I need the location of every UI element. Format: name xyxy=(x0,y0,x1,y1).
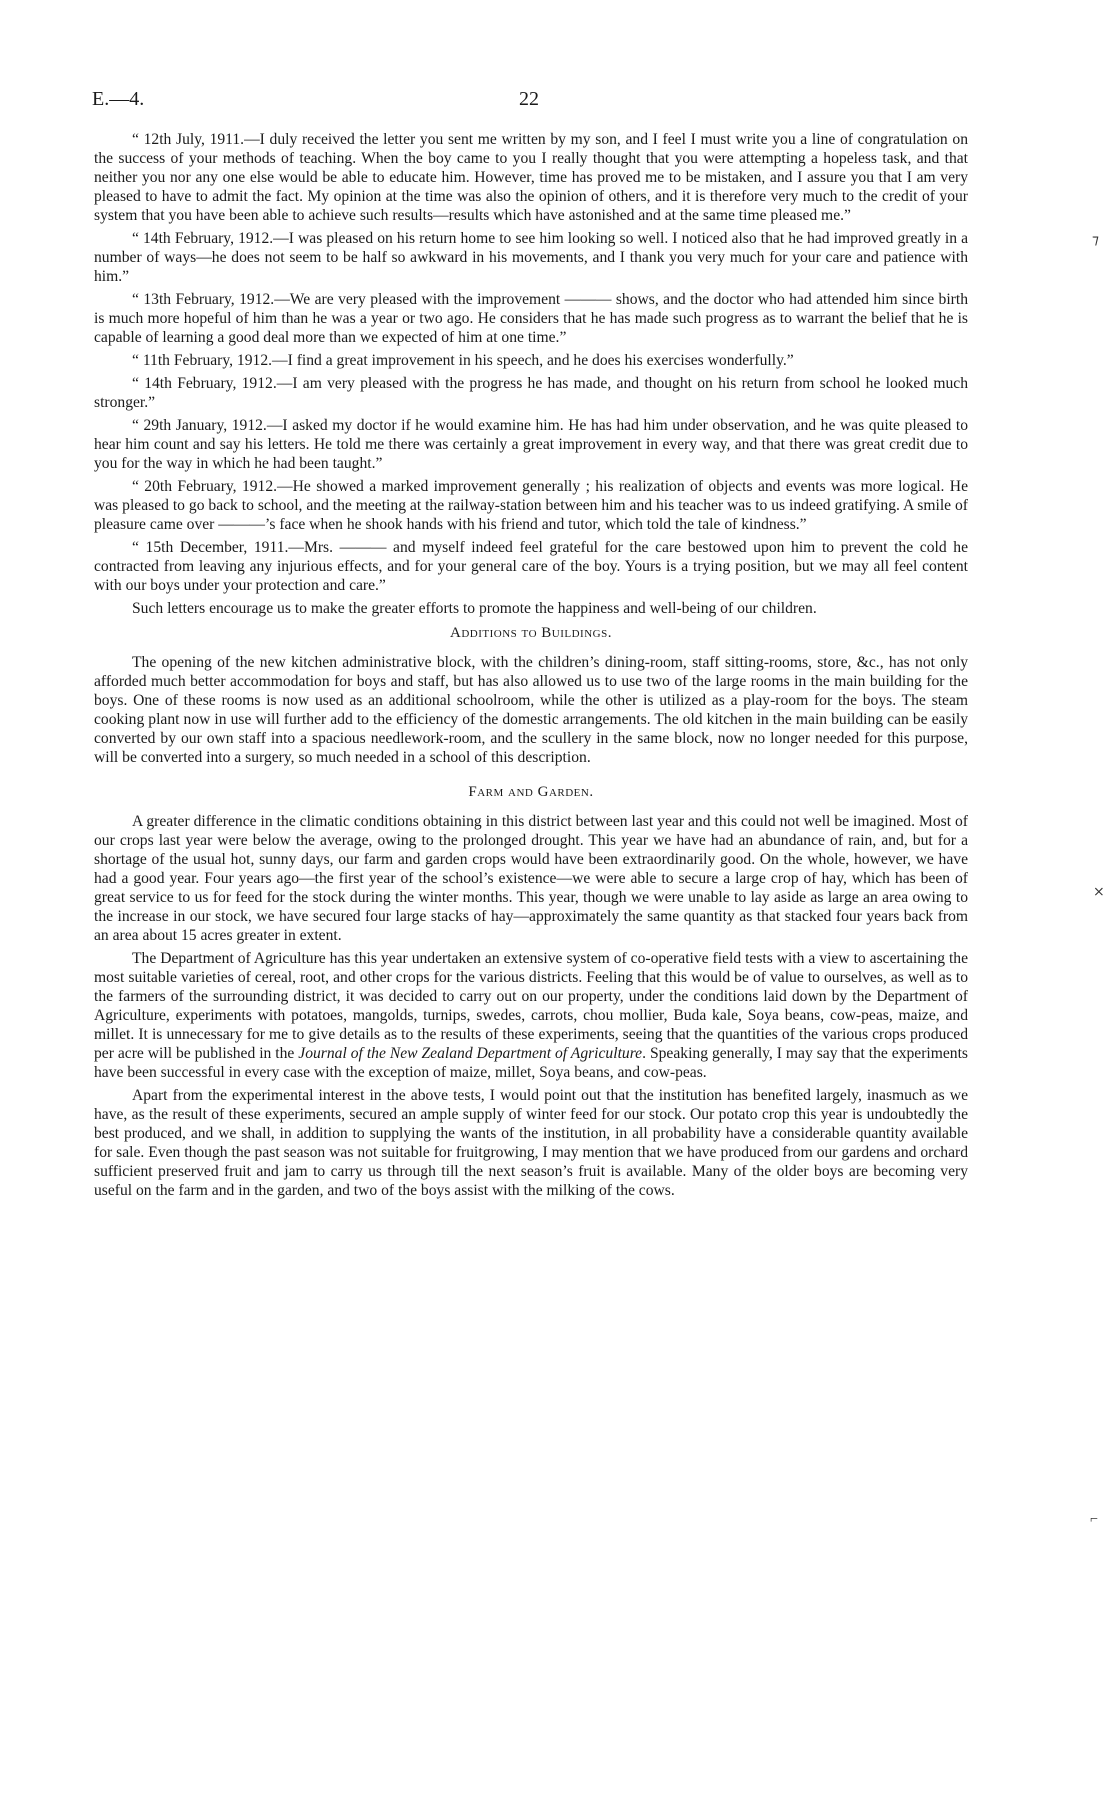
closing-paragraph: Such letters encourage us to make the greater efforts to promote the happiness and well-being of our children. xyxy=(132,600,817,617)
letter-paragraph: “ 15th December, 1911.—Mrs. ——— and myself indeed feel grateful for the care bestowed upon him to prevent the cold he contracted from leaving any injurious effects, and for your general care of the boy. Yours is a trying position, but we may all feel content with our boys under your protection and care.” xyxy=(94,539,968,594)
page-number: 22 xyxy=(519,88,539,110)
farm-paragraph-2-text: The Department of Agriculture has this year undertaken an extensive system of co-operative field tests with a view to ascertaining the most suitable varieties of cereal, root, and other crops for the various districts. Feeling that this would be of value to ourselves, as well as to the farmers of the surrounding district, it was decided to carry out on our property, under the conditions laid down by the Department of Agriculture, experiments with potatoes, mangolds, turnips, swedes, carrots, chou mollier, Buda kale, Soya beans, cow-peas, maize, and millet. It is unnecessary for me to give details as to the results of these experiments, seeing that the quantities of the various crops produced per acre will be published in the xyxy=(94,950,968,1062)
report-reference: E.—4. xyxy=(92,88,145,110)
letter-paragraph: “ 11th February, 1912.—I find a great improvement in his speech, and he does his exercises wonderfully.” xyxy=(132,352,794,369)
section-heading-buildings: Additions to Buildings. xyxy=(450,625,612,641)
margin-mark: ⨯ xyxy=(1093,885,1105,900)
letter-paragraph: “ 14th February, 1912.—I am very pleased with the progress he has made, and thought on his return from school he looked much stronger.” xyxy=(94,375,968,411)
letter-paragraph: “ 14th February, 1912.—I was pleased on his return home to see him looking so well. I noticed also that he had improved greatly in a number of ways—he does not seem to be half so awkward in his movements, and I thank you very much for your care and patience with him.” xyxy=(94,230,968,285)
letter-paragraph: “ 29th January, 1912.—I asked my doctor if he would examine him. He has had him under observation, and he was quite pleased to hear him count and say his letters. He told me there was certainly a great improvement in every way, and that there was great credit due to you for the way in which he had been taught.” xyxy=(94,417,968,472)
document-body xyxy=(94,130,968,1204)
margin-mark: ⁊ xyxy=(1092,233,1099,248)
section-heading-farm: Farm and Garden. xyxy=(468,784,594,800)
page-header xyxy=(92,88,972,118)
farm-paragraph-2-text-end: . Speaking generally, I may say that the experiments have been successful in every case with the exception of maize, millet, Soya beans, and cow-peas. xyxy=(94,1045,968,1081)
letter-paragraph: “ 13th February, 1912.—We are very pleased with the improvement ——— shows, and the doctor who had attended him since birth is much more hopeful of him than he was a year or two ago. He considers that he has made such progress as to warrant the belief that he is capable of learning a good deal more than we expected of him at one time.” xyxy=(94,291,968,346)
letter-paragraph: “ 12th July, 1911.—I duly received the letter you sent me written by my son, and I feel I must write you a line of congratulation on the success of your methods of teaching. When the boy came to you I really thought that you were attempting a hopeless task, and that neither you nor any one else would be able to educate him. However, time has proved me to be mistaken, and I assure you that I am very pleased to have to admit the fact. My opinion at the time was also the opinion of others, and it is therefore very much to the credit of your system that you have been able to achieve such results—results which have astonished and at the same time pleased me.” xyxy=(94,131,968,224)
farm-paragraph-2 xyxy=(94,949,968,1082)
farm-paragraph-3: Apart from the experimental interest in the above tests, I would point out that the institution has benefited largely, inasmuch as we have, as the result of these experiments, secured an ample supply of winter feed for our stock. Our potato crop this year is undoubtedly the best produced, and we shall, in addition to supplying the wants of the institution, in all probability have a considerable quantity available for sale. Even though the past season was not suitable for fruitgrowing, I may mention that we have produced from our gardens and orchard sufficient preserved fruit and jam to carry us through till the next season’s fruit is available. Many of the older boys are becoming very useful on the farm and in the garden, and two of the boys assist with the milking of the cows. xyxy=(94,1087,968,1199)
journal-title: Journal of the New Zealand Department of Agriculture xyxy=(298,1045,643,1062)
farm-paragraph-1: A greater difference in the climatic conditions obtaining in this district between last year and this could not well be imagined. Most of our crops last year were below the average, owing to the prolonged drought. This year we have had an abundance of rain, and, but for a shortage of the usual hot, sunny days, our farm and garden crops would have been extraordinarily good. On the whole, however, we have had a good year. Four years ago—the first year of the school’s existence—we were able to secure a large crop of hay, which has been of great service to us for feed for the stock during the winter months. This year, though we were unable to lay aside as large an area owing to the increase in our stock, we have secured four large stacks of hay—approximately the same quantity as that stacked four years back from an area about 15 acres greater in extent. xyxy=(94,813,968,944)
margin-mark: ⌐ xyxy=(1090,1512,1098,1527)
buildings-paragraph: The opening of the new kitchen administrative block, with the children’s dining-room, staff sitting-rooms, store, &c., has not only afforded much better accommodation for boys and staff, but has also allowed us to use two of the large rooms in the main building for the boys. One of these rooms is now used as an additional schoolroom, while the other is utilized as a play-room for the boys. The steam cooking plant now in use will further add to the efficiency of the domestic arrangements. The old kitchen in the main building can be easily converted by our own staff into a spacious needlework-room, and the scullery in the same block, now no longer needed for this purpose, will be converted into a surgery, so much needed in a school of this description. xyxy=(94,654,968,766)
letter-paragraph: “ 20th February, 1912.—He showed a marked improvement generally ; his realization of objects and events was more logical. He was pleased to go back to school, and the meeting at the railway-station between him and his teacher was to us indeed gratifying. A smile of pleasure came over ———’s face when he shook hands with his friend and tutor, which told the tale of kindness.” xyxy=(94,478,968,533)
